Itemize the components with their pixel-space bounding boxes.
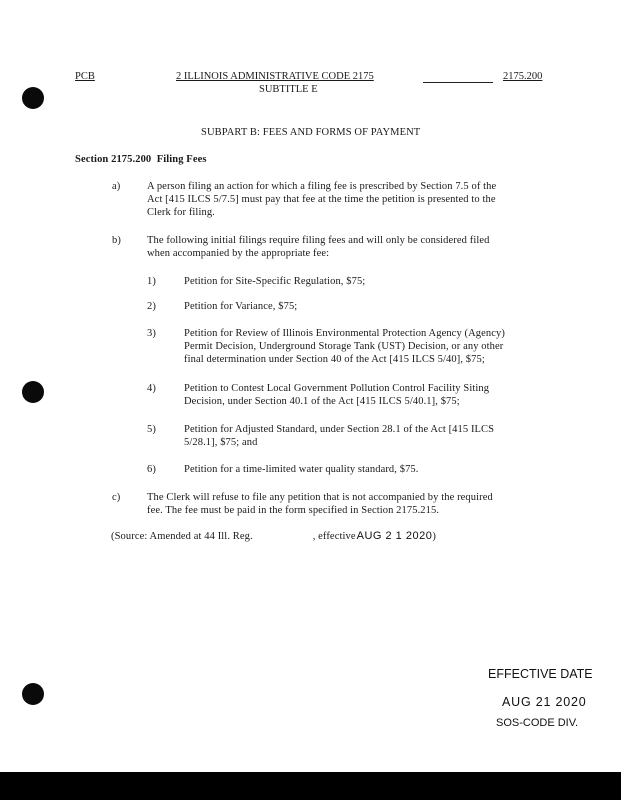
para-a-line: A person filing an action for which a filing fee is prescribed by Section 7.5 of the: [147, 181, 497, 192]
para-a-label: a): [112, 181, 121, 192]
section-name: Filing Fees: [156, 154, 207, 165]
scan-bottom-edge: [0, 772, 621, 800]
item-3-label: 3): [147, 328, 156, 339]
item-6-label: 6): [147, 464, 156, 475]
item-5-label: 5): [147, 424, 156, 435]
punch-hole-middle: [22, 381, 44, 403]
stamp-effective-date: EFFECTIVE DATE: [488, 667, 593, 681]
item-3-text: [184, 327, 549, 366]
item-4-text: [184, 382, 549, 408]
stamp-division: SOS-CODE DIV.: [496, 717, 579, 729]
para-a-line: Act [415 ILCS 5/7.5] must pay that fee at the time the petition is presented to the: [147, 194, 496, 205]
item-2-text: Petition for Variance, $75;: [184, 301, 298, 312]
source-prefix: (Source: Amended at 44 Ill. Reg.: [111, 531, 253, 542]
para-c-label: c): [112, 492, 121, 503]
header-subtitle: SUBTITLE E: [259, 84, 318, 95]
para-c-line: fee. The fee must be paid in the form specified in Section 2175.215.: [147, 505, 440, 516]
item-3-line: Permit Decision, Underground Storage Tank (UST) Decision, or any other: [184, 341, 504, 352]
header-rule: [423, 82, 493, 83]
source-effective: , effective: [312, 531, 356, 542]
section-number: Section 2175.200: [75, 154, 152, 165]
para-b-line: The following initial filings require filing fees and will only be considered filed: [147, 235, 490, 246]
item-5-line: 5/28.1], $75; and: [184, 437, 258, 448]
item-4-label: 4): [147, 383, 156, 394]
item-3-line: final determination under Section 40 of the Act [415 ILCS 5/40], $75;: [184, 354, 485, 365]
subpart-title: SUBPART B: FEES AND FORMS OF PAYMENT: [201, 127, 421, 138]
item-6-text: Petition for a time-limited water quality standard, $75.: [184, 464, 419, 475]
header-agency: PCB: [75, 71, 95, 82]
punch-hole-bottom: [22, 683, 44, 705]
source-suffix: ): [432, 531, 436, 542]
item-3-line: Petition for Review of Illinois Environmental Protection Agency (Agency): [184, 328, 505, 339]
item-4-line: Petition to Contest Local Government Pollution Control Facility Siting: [184, 383, 490, 394]
item-5-line: Petition for Adjusted Standard, under Section 28.1 of the Act [415 ILCS: [184, 424, 495, 435]
item-2-label: 2): [147, 301, 156, 312]
para-a-line: Clerk for filing.: [147, 207, 215, 218]
stamp-date: AUG 21 2020: [502, 695, 587, 709]
para-c-line: The Clerk will refuse to file any petition that is not accompanied by the required: [147, 492, 493, 503]
section-heading: [75, 153, 207, 166]
punch-hole-top: [22, 87, 44, 109]
item-4-line: Decision, under Section 40.1 of the Act [415 ILCS 5/40.1], $75;: [184, 396, 460, 407]
para-b-line: when accompanied by the appropriate fee:: [147, 248, 330, 259]
source-date-stamp: AUG 2 1 2020: [356, 530, 433, 542]
para-a-text: [147, 180, 547, 219]
item-1-label: 1): [147, 276, 156, 287]
header-code-title: 2 ILLINOIS ADMINISTRATIVE CODE 2175: [176, 71, 374, 82]
item-5-text: [184, 423, 549, 449]
para-b-text: [147, 234, 547, 260]
header-section-number: 2175.200: [503, 71, 543, 82]
item-1-text: Petition for Site-Specific Regulation, $75;: [184, 276, 366, 287]
para-c-text: [147, 491, 547, 517]
para-b-label: b): [112, 235, 121, 246]
source-note: [111, 530, 436, 543]
